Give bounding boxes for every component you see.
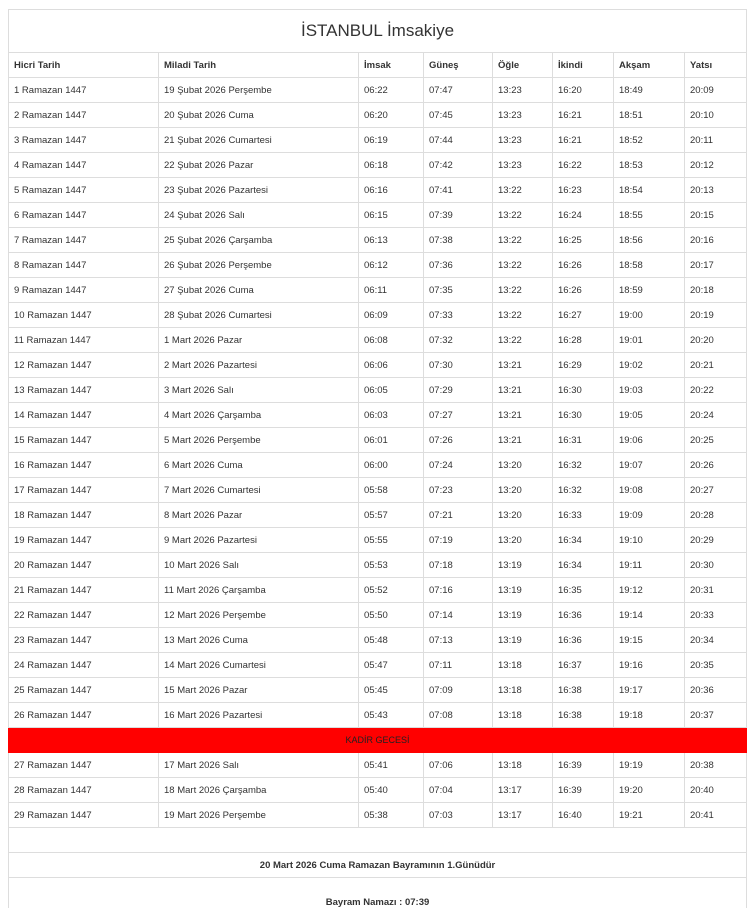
- table-cell: 20:13: [685, 178, 747, 203]
- table-row: [9, 353, 747, 378]
- table-cell: 07:42: [424, 153, 493, 178]
- table-cell: 13:23: [493, 128, 553, 153]
- table-row: [9, 528, 747, 553]
- table-cell: 05:47: [359, 653, 424, 678]
- table-row: [9, 478, 747, 503]
- table-cell: 16:36: [553, 628, 614, 653]
- table-cell: 20:22: [685, 378, 747, 403]
- table-cell: 16:26: [553, 278, 614, 303]
- table-row: [9, 603, 747, 628]
- table-cell: 14 Mart 2026 Cumartesi: [159, 653, 359, 678]
- table-cell: 4 Ramazan 1447: [9, 153, 159, 178]
- table-cell: 07:30: [424, 353, 493, 378]
- table-row: [9, 653, 747, 678]
- table-cell: 20:15: [685, 203, 747, 228]
- table-cell: 15 Ramazan 1447: [9, 428, 159, 453]
- table-cell: 19:11: [614, 553, 685, 578]
- table-cell: 07:24: [424, 453, 493, 478]
- table-cell: 18:54: [614, 178, 685, 203]
- table-cell: 07:38: [424, 228, 493, 253]
- table-cell: 16:36: [553, 603, 614, 628]
- table-cell: 5 Mart 2026 Perşembe: [159, 428, 359, 453]
- table-cell: 20:28: [685, 503, 747, 528]
- table-cell: 05:41: [359, 753, 424, 778]
- table-cell: 05:55: [359, 528, 424, 553]
- footer-row-bayram: [9, 853, 747, 878]
- table-cell: 9 Mart 2026 Pazartesi: [159, 528, 359, 553]
- table-cell: 19:14: [614, 603, 685, 628]
- table-row: [9, 678, 747, 703]
- table-cell: 16:34: [553, 553, 614, 578]
- table-cell: 06:18: [359, 153, 424, 178]
- table-cell: 20:16: [685, 228, 747, 253]
- table-cell: 06:16: [359, 178, 424, 203]
- table-cell: 11 Ramazan 1447: [9, 328, 159, 353]
- table-row: [9, 303, 747, 328]
- table-cell: 19:02: [614, 353, 685, 378]
- table-cell: 16:22: [553, 153, 614, 178]
- spacer-row: [9, 828, 747, 853]
- table-cell: 07:08: [424, 703, 493, 728]
- table-cell: 07:41: [424, 178, 493, 203]
- table-cell: 16:28: [553, 328, 614, 353]
- table-cell: 06:15: [359, 203, 424, 228]
- table-cell: 28 Ramazan 1447: [9, 778, 159, 803]
- table-cell: 16:31: [553, 428, 614, 453]
- title-row: [9, 10, 747, 53]
- table-cell: 07:44: [424, 128, 493, 153]
- table-cell: 07:35: [424, 278, 493, 303]
- table-cell: 20:19: [685, 303, 747, 328]
- table-cell: 26 Ramazan 1447: [9, 703, 159, 728]
- table-cell: 06:09: [359, 303, 424, 328]
- table-cell: 16:37: [553, 653, 614, 678]
- table-cell: 13 Ramazan 1447: [9, 378, 159, 403]
- table-cell: 13:18: [493, 703, 553, 728]
- table-cell: 19:10: [614, 528, 685, 553]
- table-cell: 23 Şubat 2026 Pazartesi: [159, 178, 359, 203]
- bayram-day-text: 20 Mart 2026 Cuma Ramazan Bayramının 1.Günüdür: [9, 853, 747, 878]
- table-row: [9, 78, 747, 103]
- table-cell: 16:38: [553, 678, 614, 703]
- table-cell: 20:26: [685, 453, 747, 478]
- table-cell: 05:38: [359, 803, 424, 828]
- table-cell: 1 Ramazan 1447: [9, 78, 159, 103]
- col-header-miladi: Miladi Tarih: [159, 53, 359, 78]
- table-row: [9, 628, 747, 653]
- table-cell: 16:35: [553, 578, 614, 603]
- table-cell: 20:18: [685, 278, 747, 303]
- table-cell: 16:30: [553, 378, 614, 403]
- table-cell: 13:21: [493, 428, 553, 453]
- table-cell: 16:33: [553, 503, 614, 528]
- table-cell: 18:58: [614, 253, 685, 278]
- table-cell: 06:11: [359, 278, 424, 303]
- table-cell: 13:21: [493, 403, 553, 428]
- table-cell: 17 Mart 2026 Salı: [159, 753, 359, 778]
- table-cell: 05:58: [359, 478, 424, 503]
- table-cell: 23 Ramazan 1447: [9, 628, 159, 653]
- table-cell: 20:37: [685, 703, 747, 728]
- table-row: [9, 803, 747, 828]
- table-cell: 19:17: [614, 678, 685, 703]
- table-body-before: [9, 78, 747, 728]
- table-cell: 1 Mart 2026 Pazar: [159, 328, 359, 353]
- table-cell: 3 Ramazan 1447: [9, 128, 159, 153]
- table-cell: 07:03: [424, 803, 493, 828]
- table-cell: 16:32: [553, 453, 614, 478]
- table-row: [9, 103, 747, 128]
- table-cell: 05:57: [359, 503, 424, 528]
- table-cell: 20:35: [685, 653, 747, 678]
- table-row: [9, 578, 747, 603]
- table-cell: 19:18: [614, 703, 685, 728]
- table-cell: 13:19: [493, 553, 553, 578]
- table-cell: 06:08: [359, 328, 424, 353]
- col-header-gunes: Güneş: [424, 53, 493, 78]
- table-cell: 9 Ramazan 1447: [9, 278, 159, 303]
- col-header-ikindi: İkindi: [553, 53, 614, 78]
- table-cell: 16 Ramazan 1447: [9, 453, 159, 478]
- table-cell: 13:17: [493, 803, 553, 828]
- table-footer: [9, 828, 747, 908]
- table-cell: 28 Şubat 2026 Cumartesi: [159, 303, 359, 328]
- table-cell: 18 Ramazan 1447: [9, 503, 159, 528]
- table-cell: 18 Mart 2026 Çarşamba: [159, 778, 359, 803]
- table-cell: 7 Ramazan 1447: [9, 228, 159, 253]
- table-row: [9, 228, 747, 253]
- table-row: [9, 753, 747, 778]
- table-cell: 07:06: [424, 753, 493, 778]
- col-header-imsak: İmsak: [359, 53, 424, 78]
- table-cell: 07:09: [424, 678, 493, 703]
- table-cell: 2 Ramazan 1447: [9, 103, 159, 128]
- table-cell: 06:19: [359, 128, 424, 153]
- table-cell: 13:20: [493, 503, 553, 528]
- table-row: [9, 428, 747, 453]
- table-cell: 16:40: [553, 803, 614, 828]
- table-cell: 06:06: [359, 353, 424, 378]
- table-cell: 16:32: [553, 478, 614, 503]
- table-cell: 13:22: [493, 303, 553, 328]
- table-cell: 24 Şubat 2026 Salı: [159, 203, 359, 228]
- table-cell: 19:00: [614, 303, 685, 328]
- table-cell: 19 Şubat 2026 Perşembe: [159, 78, 359, 103]
- table-cell: 07:19: [424, 528, 493, 553]
- table-cell: 16:30: [553, 403, 614, 428]
- table-cell: 20:29: [685, 528, 747, 553]
- table-cell: 13:19: [493, 578, 553, 603]
- table-row: [9, 153, 747, 178]
- table-cell: 13:19: [493, 628, 553, 653]
- table-cell: 06:05: [359, 378, 424, 403]
- table-cell: 20:10: [685, 103, 747, 128]
- table-cell: 20:33: [685, 603, 747, 628]
- spacer-cell: [9, 828, 747, 853]
- table-cell: 16 Mart 2026 Pazartesi: [159, 703, 359, 728]
- table-cell: 19:05: [614, 403, 685, 428]
- table-cell: 18:56: [614, 228, 685, 253]
- table-cell: 19:16: [614, 653, 685, 678]
- table-cell: 20:11: [685, 128, 747, 153]
- kadir-section: [9, 728, 747, 753]
- table-cell: 21 Ramazan 1447: [9, 578, 159, 603]
- table-cell: 20:34: [685, 628, 747, 653]
- table-cell: 6 Ramazan 1447: [9, 203, 159, 228]
- table-cell: 19:06: [614, 428, 685, 453]
- table-cell: 22 Şubat 2026 Pazar: [159, 153, 359, 178]
- table-cell: 07:33: [424, 303, 493, 328]
- table-cell: 16:27: [553, 303, 614, 328]
- table-cell: 8 Mart 2026 Pazar: [159, 503, 359, 528]
- table-row: [9, 453, 747, 478]
- table-cell: 07:29: [424, 378, 493, 403]
- table-cell: 06:01: [359, 428, 424, 453]
- table-cell: 20 Şubat 2026 Cuma: [159, 103, 359, 128]
- table-cell: 20:30: [685, 553, 747, 578]
- table-cell: 13:22: [493, 228, 553, 253]
- table-cell: 13:18: [493, 653, 553, 678]
- table-cell: 13:23: [493, 103, 553, 128]
- table-row: [9, 128, 747, 153]
- table-cell: 19 Ramazan 1447: [9, 528, 159, 553]
- table-cell: 13:21: [493, 353, 553, 378]
- table-cell: 10 Mart 2026 Salı: [159, 553, 359, 578]
- table-cell: 20:31: [685, 578, 747, 603]
- table-cell: 07:11: [424, 653, 493, 678]
- table-cell: 20:24: [685, 403, 747, 428]
- table-cell: 16:34: [553, 528, 614, 553]
- table-cell: 16:29: [553, 353, 614, 378]
- table-cell: 13:22: [493, 178, 553, 203]
- table-cell: 19:09: [614, 503, 685, 528]
- table-cell: 18:59: [614, 278, 685, 303]
- table-cell: 17 Ramazan 1447: [9, 478, 159, 503]
- table-cell: 19 Mart 2026 Perşembe: [159, 803, 359, 828]
- table-cell: 19:03: [614, 378, 685, 403]
- table-cell: 26 Şubat 2026 Perşembe: [159, 253, 359, 278]
- table-cell: 14 Ramazan 1447: [9, 403, 159, 428]
- table-cell: 16:25: [553, 228, 614, 253]
- table-row: [9, 778, 747, 803]
- table-cell: 07:23: [424, 478, 493, 503]
- table-cell: 2 Mart 2026 Pazartesi: [159, 353, 359, 378]
- table-cell: 19:19: [614, 753, 685, 778]
- table-cell: 07:36: [424, 253, 493, 278]
- header-row: [9, 53, 747, 78]
- table-cell: 13:22: [493, 278, 553, 303]
- col-header-hicri: Hicri Tarih: [9, 53, 159, 78]
- table-row: [9, 278, 747, 303]
- table-cell: 10 Ramazan 1447: [9, 303, 159, 328]
- table-row: [9, 328, 747, 353]
- page-title: İSTANBUL İmsakiye: [9, 10, 747, 53]
- kadir-gecesi-label: KADİR GECESİ: [9, 728, 747, 753]
- table-row: [9, 553, 747, 578]
- table-cell: 07:32: [424, 328, 493, 353]
- table-cell: 16:26: [553, 253, 614, 278]
- table-cell: 05:53: [359, 553, 424, 578]
- table-cell: 19:20: [614, 778, 685, 803]
- table-cell: 05:48: [359, 628, 424, 653]
- table-cell: 16:24: [553, 203, 614, 228]
- table-cell: 06:13: [359, 228, 424, 253]
- table-cell: 20 Ramazan 1447: [9, 553, 159, 578]
- col-header-yatsi: Yatsı: [685, 53, 747, 78]
- col-header-ogle: Öğle: [493, 53, 553, 78]
- table-cell: 18:53: [614, 153, 685, 178]
- table-cell: 05:43: [359, 703, 424, 728]
- table-row: [9, 503, 747, 528]
- table-cell: 20:40: [685, 778, 747, 803]
- table-row: [9, 178, 747, 203]
- table-cell: 06:22: [359, 78, 424, 103]
- bayram-namazi-text: Bayram Namazı : 07:39: [9, 878, 747, 908]
- table-cell: 13:21: [493, 378, 553, 403]
- footer-row-namaz: [9, 878, 747, 908]
- table-cell: 21 Şubat 2026 Cumartesi: [159, 128, 359, 153]
- table-cell: 20:41: [685, 803, 747, 828]
- table-cell: 16:23: [553, 178, 614, 203]
- imsakiye-container: [8, 9, 746, 908]
- table-cell: 06:03: [359, 403, 424, 428]
- table-cell: 4 Mart 2026 Çarşamba: [159, 403, 359, 428]
- table-cell: 13:20: [493, 478, 553, 503]
- table-cell: 20:20: [685, 328, 747, 353]
- table-cell: 25 Şubat 2026 Çarşamba: [159, 228, 359, 253]
- table-cell: 16:21: [553, 103, 614, 128]
- table-cell: 05:50: [359, 603, 424, 628]
- table-cell: 07:47: [424, 78, 493, 103]
- table-cell: 19:21: [614, 803, 685, 828]
- table-cell: 20:09: [685, 78, 747, 103]
- table-cell: 07:16: [424, 578, 493, 603]
- table-cell: 07:14: [424, 603, 493, 628]
- table-cell: 07:26: [424, 428, 493, 453]
- table-cell: 12 Mart 2026 Perşembe: [159, 603, 359, 628]
- table-cell: 13 Mart 2026 Cuma: [159, 628, 359, 653]
- table-cell: 6 Mart 2026 Cuma: [159, 453, 359, 478]
- table-cell: 07:39: [424, 203, 493, 228]
- table-cell: 29 Ramazan 1447: [9, 803, 159, 828]
- table-cell: 05:45: [359, 678, 424, 703]
- table-cell: 16:20: [553, 78, 614, 103]
- table-body-after: [9, 753, 747, 828]
- table-cell: 20:27: [685, 478, 747, 503]
- table-cell: 07:18: [424, 553, 493, 578]
- table-cell: 8 Ramazan 1447: [9, 253, 159, 278]
- table-cell: 07:04: [424, 778, 493, 803]
- table-cell: 19:15: [614, 628, 685, 653]
- table-cell: 18:49: [614, 78, 685, 103]
- table-cell: 20:25: [685, 428, 747, 453]
- table-cell: 06:20: [359, 103, 424, 128]
- table-cell: 13:19: [493, 603, 553, 628]
- table-row: [9, 253, 747, 278]
- table-cell: 19:07: [614, 453, 685, 478]
- kadir-gecesi-row: [9, 728, 747, 753]
- table-cell: 13:23: [493, 153, 553, 178]
- table-cell: 20:38: [685, 753, 747, 778]
- table-cell: 5 Ramazan 1447: [9, 178, 159, 203]
- table-cell: 05:52: [359, 578, 424, 603]
- table-row: [9, 403, 747, 428]
- table-cell: 13:20: [493, 528, 553, 553]
- table-cell: 20:21: [685, 353, 747, 378]
- table-cell: 07:13: [424, 628, 493, 653]
- table-cell: 13:22: [493, 203, 553, 228]
- table-cell: 25 Ramazan 1447: [9, 678, 159, 703]
- table-cell: 13:18: [493, 678, 553, 703]
- table-cell: 15 Mart 2026 Pazar: [159, 678, 359, 703]
- table-cell: 18:55: [614, 203, 685, 228]
- table-row: [9, 378, 747, 403]
- table-cell: 07:27: [424, 403, 493, 428]
- table-cell: 13:20: [493, 453, 553, 478]
- table-row: [9, 203, 747, 228]
- table-cell: 11 Mart 2026 Çarşamba: [159, 578, 359, 603]
- col-header-aksam: Akşam: [614, 53, 685, 78]
- table-cell: 22 Ramazan 1447: [9, 603, 159, 628]
- table-cell: 3 Mart 2026 Salı: [159, 378, 359, 403]
- table-row: [9, 703, 747, 728]
- imsakiye-table: [8, 9, 747, 908]
- table-cell: 16:38: [553, 703, 614, 728]
- table-cell: 16:39: [553, 778, 614, 803]
- table-cell: 20:12: [685, 153, 747, 178]
- table-cell: 27 Şubat 2026 Cuma: [159, 278, 359, 303]
- table-cell: 7 Mart 2026 Cumartesi: [159, 478, 359, 503]
- table-cell: 20:36: [685, 678, 747, 703]
- table-cell: 06:00: [359, 453, 424, 478]
- table-cell: 19:12: [614, 578, 685, 603]
- table-cell: 13:18: [493, 753, 553, 778]
- table-cell: 05:40: [359, 778, 424, 803]
- table-cell: 06:12: [359, 253, 424, 278]
- table-cell: 16:39: [553, 753, 614, 778]
- table-cell: 12 Ramazan 1447: [9, 353, 159, 378]
- table-cell: 20:17: [685, 253, 747, 278]
- table-cell: 19:01: [614, 328, 685, 353]
- table-cell: 19:08: [614, 478, 685, 503]
- table-cell: 16:21: [553, 128, 614, 153]
- table-cell: 13:22: [493, 253, 553, 278]
- table-cell: 18:51: [614, 103, 685, 128]
- table-cell: 13:17: [493, 778, 553, 803]
- table-cell: 07:45: [424, 103, 493, 128]
- table-cell: 07:21: [424, 503, 493, 528]
- table-cell: 27 Ramazan 1447: [9, 753, 159, 778]
- table-cell: 13:22: [493, 328, 553, 353]
- table-cell: 13:23: [493, 78, 553, 103]
- table-cell: 24 Ramazan 1447: [9, 653, 159, 678]
- table-cell: 18:52: [614, 128, 685, 153]
